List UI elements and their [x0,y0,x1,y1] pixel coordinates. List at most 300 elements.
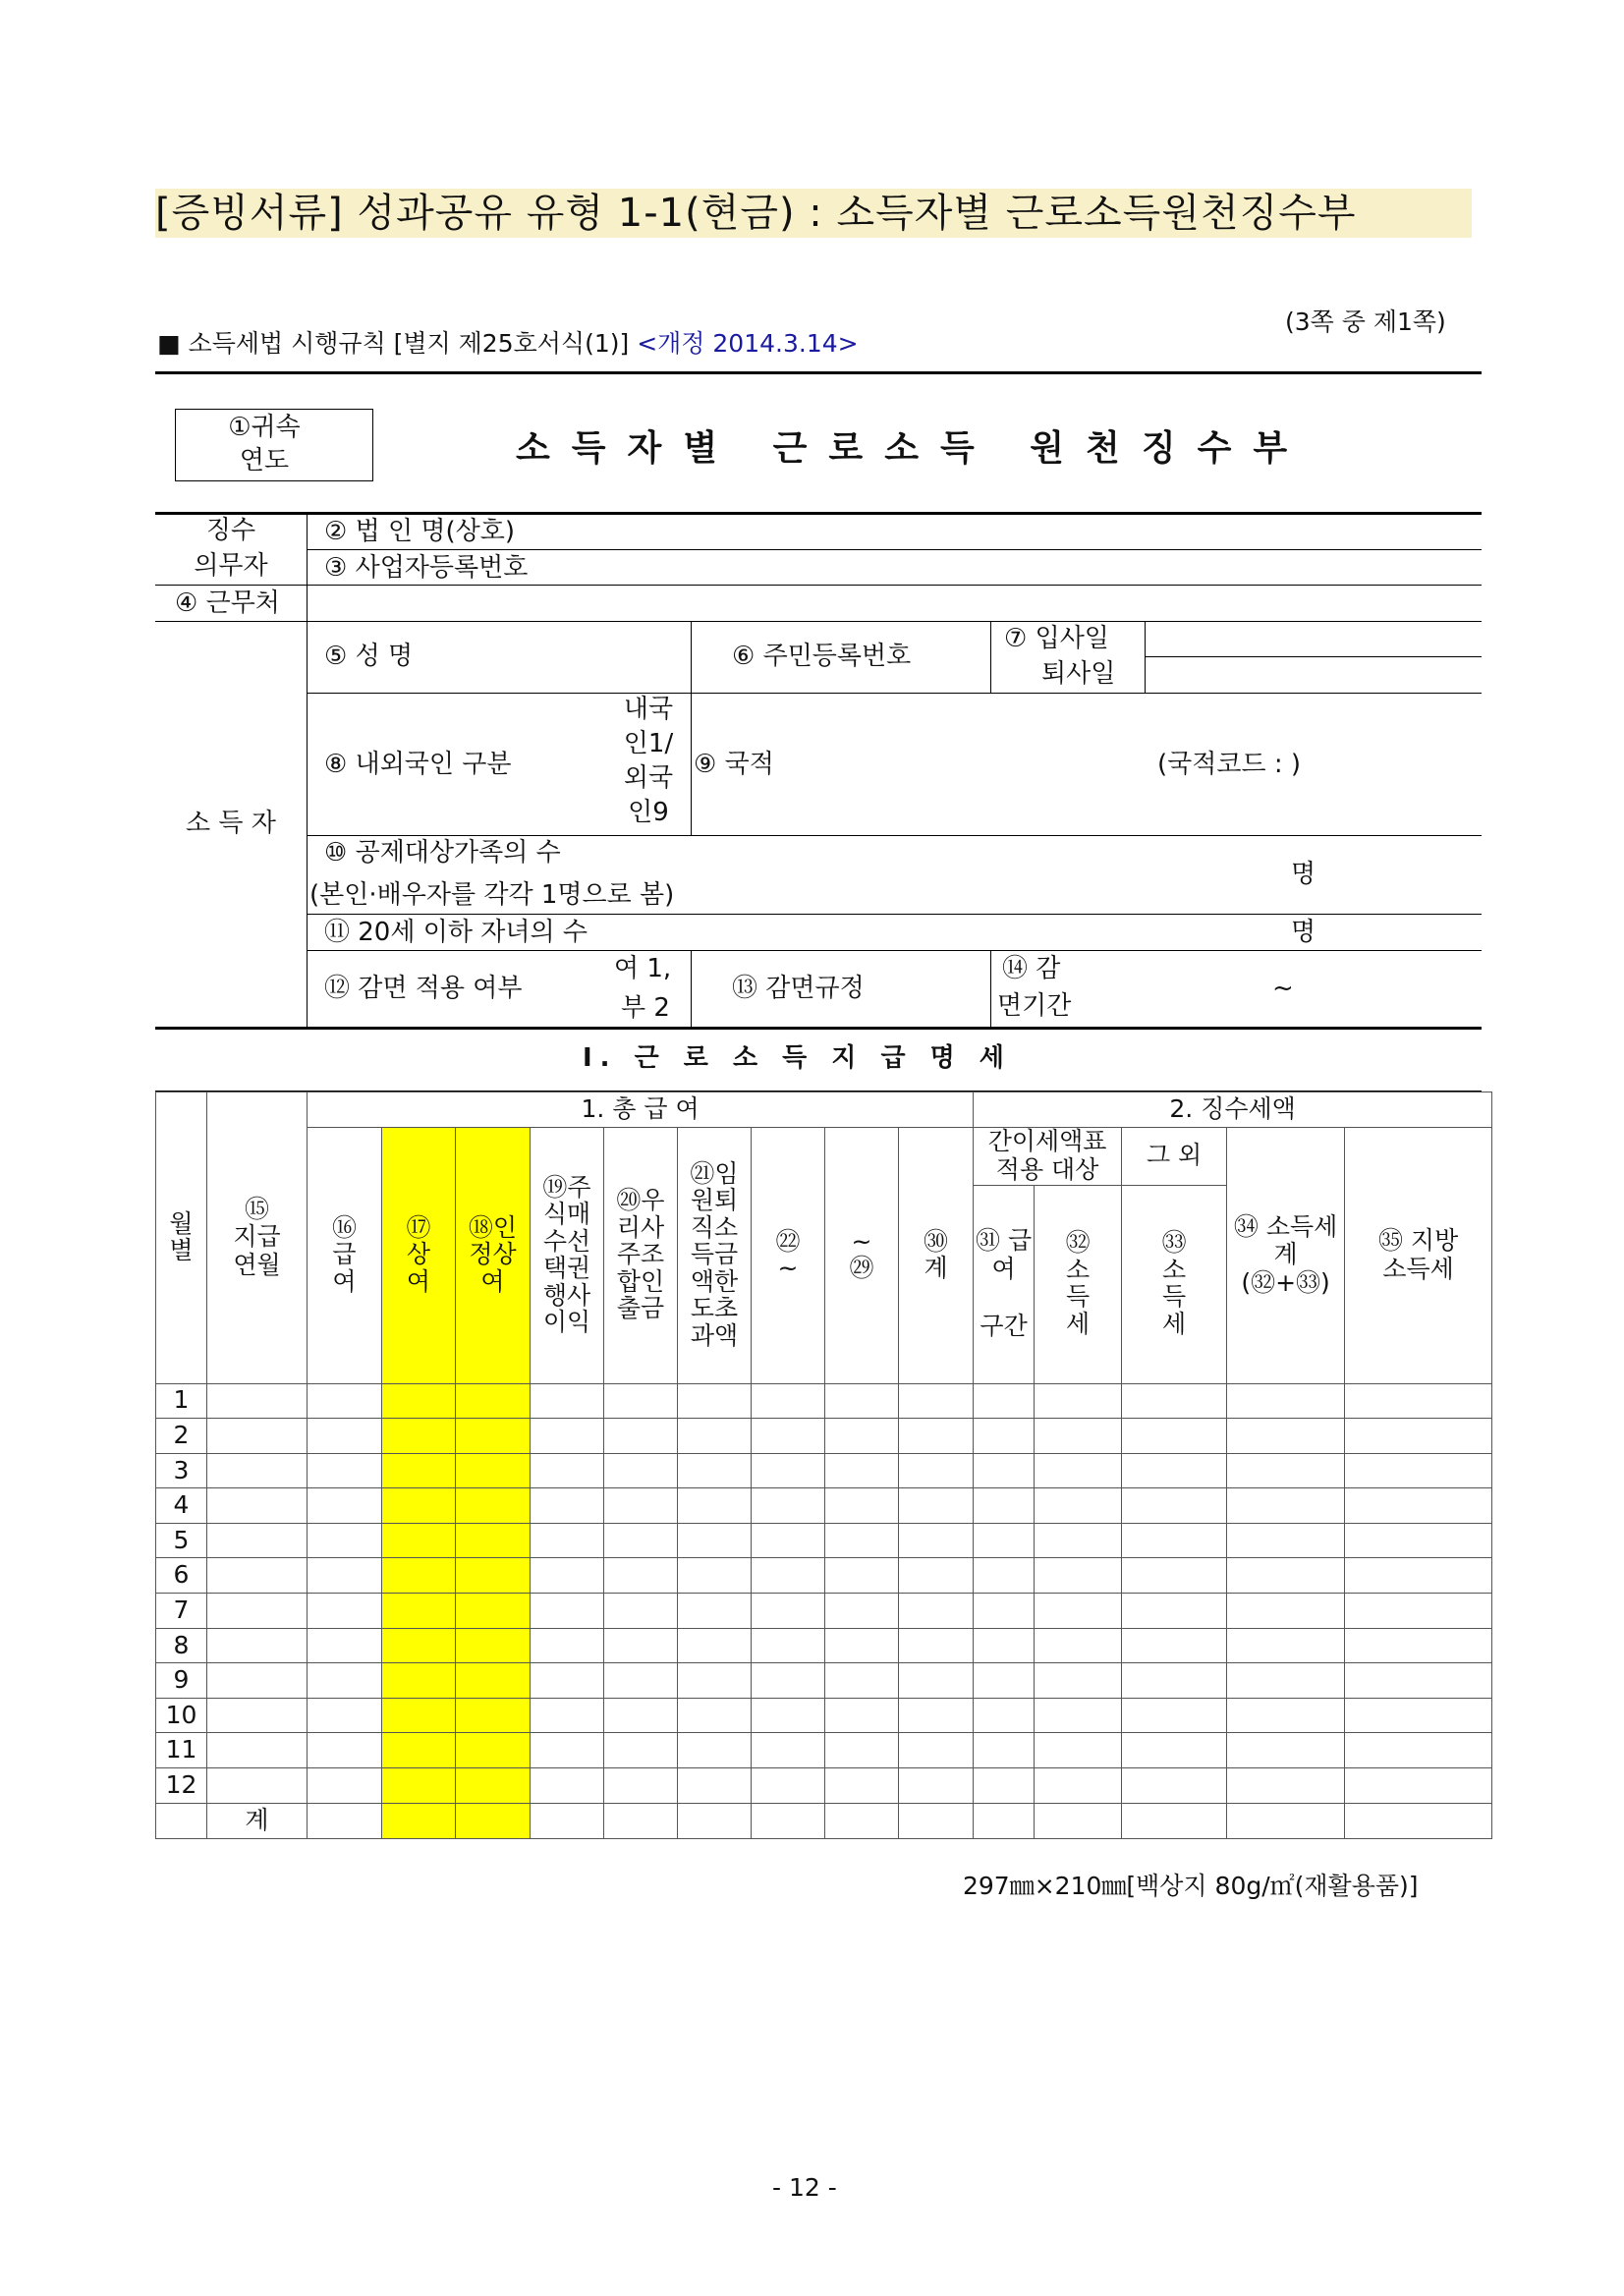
table-cell [825,1768,899,1804]
table-cell [1345,1698,1492,1733]
table-cell [899,1698,974,1733]
month-cell: 5 [156,1523,207,1558]
table-cell [825,1663,899,1699]
table-row [156,1419,1492,1454]
v-ex1 [691,950,692,1027]
table-cell [899,1523,974,1558]
paper-spec: 297㎜×210㎜[백상지 80g/㎡(재활용품)] [963,1872,1419,1900]
table-cell [752,1488,825,1524]
col-30: ㉚계 [899,1128,974,1384]
year-box [175,409,373,481]
table-cell [207,1419,308,1454]
table-cell [456,1768,531,1804]
table-cell [456,1419,531,1454]
table-cell [1345,1523,1492,1558]
table-cell [308,1383,382,1419]
table-cell [752,1383,825,1419]
table-cell [1345,1768,1492,1804]
table-cell [899,1733,974,1768]
v-left [307,512,308,1027]
table-cell [1035,1698,1122,1733]
table-cell [974,1663,1035,1699]
nationality-type-label: ⑧ 내외국인 구분 [324,750,512,779]
table-cell [752,1453,825,1488]
table-cell [382,1733,456,1768]
table-cell [604,1698,678,1733]
table-cell [604,1768,678,1804]
table-cell [531,1558,604,1594]
table-cell [1035,1768,1122,1804]
exemption-period-tilde: ~ [1272,974,1294,1003]
table-cell [974,1383,1035,1419]
col-19: ⑲주식매수선택권행사이익 [531,1128,604,1384]
table-cell [382,1803,456,1838]
table-cell [974,1523,1035,1558]
table-cell [1035,1803,1122,1838]
table-cell [1035,1488,1122,1524]
table-cell [1122,1523,1227,1558]
table-cell [1122,1698,1227,1733]
table-row [156,1383,1492,1419]
table-cell [382,1419,456,1454]
table-cell [678,1733,752,1768]
table-cell [207,1558,308,1594]
table-cell [1227,1453,1345,1488]
resident-no-label: ⑥ 주민등록번호 [732,642,912,671]
col-34: ㉞ 소득세계 (㉜+㉝) [1227,1128,1345,1384]
table-cell [1035,1523,1122,1558]
table-cell [752,1628,825,1663]
group-total-pay: 1. 총 급 여 [308,1092,974,1128]
table-cell [974,1558,1035,1594]
table-cell [604,1628,678,1663]
table-cell [207,1698,308,1733]
col-32: ㉜소득세 [1035,1185,1122,1383]
corp-name-label: ② 법 인 명(상호) [324,517,515,546]
table-cell [604,1488,678,1524]
children-unit: 명 [1291,918,1316,947]
table-cell [678,1803,752,1838]
col-35: ㉟ 지방 소득세 [1345,1128,1492,1384]
table-cell [604,1419,678,1454]
table-cell [531,1803,604,1838]
table-cell [382,1383,456,1419]
table-cell [382,1488,456,1524]
sub-simple-table: 간이세액표 적용 대상 [974,1128,1122,1186]
table-cell [899,1453,974,1488]
month-cell: 8 [156,1628,207,1663]
col-20: ⑳우리사주조합인출금 [604,1128,678,1384]
table-cell [1122,1383,1227,1419]
table-cell [825,1488,899,1524]
table-cell [1122,1419,1227,1454]
table-cell [899,1488,974,1524]
biz-reg-label: ③ 사업자등록번호 [324,553,529,583]
table-cell [308,1628,382,1663]
table-cell [1345,1558,1492,1594]
payment-table [155,1092,1492,1839]
table-cell [1035,1663,1122,1699]
table-cell [456,1698,531,1733]
table-cell [1035,1594,1122,1629]
table-cell [1035,1383,1122,1419]
table-cell [1345,1453,1492,1488]
table-cell [308,1733,382,1768]
table-cell [207,1733,308,1768]
table-cell [456,1628,531,1663]
table-cell [899,1628,974,1663]
table-cell [678,1453,752,1488]
table-cell [382,1558,456,1594]
year-label-2: 연도 [239,446,290,476]
law-reference [157,324,859,360]
table-cell [207,1628,308,1663]
table-cell [531,1383,604,1419]
table-cell [207,1523,308,1558]
table-cell [1122,1663,1227,1699]
country-code-label: (국적코드 : ) [1157,750,1302,779]
table-cell [1122,1558,1227,1594]
table-cell [825,1698,899,1733]
revision-date: <개정 2014.3.14> [637,329,859,358]
table-cell [1035,1733,1122,1768]
withholder-label-1: 징수 [205,516,256,545]
table-cell [899,1663,974,1699]
exemption-rule-label: ⑬ 감면규정 [732,974,865,1003]
table-row [156,1698,1492,1733]
table-cell [825,1419,899,1454]
exemption-period-1: ⑭ 감 [1002,954,1061,983]
table-cell [1122,1803,1227,1838]
table-cell [752,1419,825,1454]
table-cell [1227,1488,1345,1524]
table-cell [308,1594,382,1629]
table-cell [974,1803,1035,1838]
table-cell [1227,1663,1345,1699]
nationality-code-3: 외국 [623,763,674,793]
table-cell [825,1594,899,1629]
month-cell: 11 [156,1733,207,1768]
table-cell [1227,1698,1345,1733]
table-cell [752,1558,825,1594]
table-cell [825,1558,899,1594]
table-cell [1122,1733,1227,1768]
table-cell [678,1698,752,1733]
table-cell [678,1488,752,1524]
table-cell [604,1803,678,1838]
table-cell [678,1383,752,1419]
table-cell [604,1663,678,1699]
section1-title: Ⅰ. 근 로 소 득 지 급 명 세 [583,1043,1012,1073]
withholder-top-rule [155,512,1482,515]
exemption-label: ⑫ 감면 적용 여부 [324,974,523,1003]
table-cell [825,1453,899,1488]
children-label: ⑪ 20세 이하 자녀의 수 [324,918,588,947]
table-cell [604,1453,678,1488]
table-cell [1345,1733,1492,1768]
table-cell [1227,1419,1345,1454]
table-row [156,1768,1492,1804]
table-cell [531,1419,604,1454]
table-cell [456,1383,531,1419]
table-row [156,1594,1492,1629]
table-cell [1035,1628,1122,1663]
line-g [307,950,1482,951]
table-cell [899,1768,974,1804]
table-cell [974,1594,1035,1629]
table-cell [308,1803,382,1838]
sub-other: 그 외 [1122,1128,1227,1186]
table-cell [456,1558,531,1594]
table-cell [1122,1768,1227,1804]
top-rule [155,371,1482,374]
table-cell [974,1733,1035,1768]
col-31: ㉛ 급여 구간 [974,1185,1035,1383]
table-cell [308,1698,382,1733]
table-cell [604,1594,678,1629]
table-cell [1227,1558,1345,1594]
col-paydate: ⑮ 지급 연월 [207,1092,308,1384]
table-cell [974,1419,1035,1454]
month-cell: 9 [156,1663,207,1699]
table-cell [308,1419,382,1454]
table-cell [825,1523,899,1558]
page-label: (3쪽 중 제1쪽) [1285,308,1446,336]
col-29: ~㉙ [825,1128,899,1384]
table-cell [1227,1768,1345,1804]
v-hire2 [1145,621,1146,693]
year-label-1: ①귀속 [228,413,301,442]
table-cell [1035,1558,1122,1594]
col-18: ⑱인정상여 [456,1128,531,1384]
nationality-code-4: 인9 [628,798,669,827]
table-cell [678,1663,752,1699]
table-cell [207,1594,308,1629]
col-16: ⑯급여 [308,1128,382,1384]
month-cell: 3 [156,1453,207,1488]
table-cell [308,1453,382,1488]
table-cell [308,1663,382,1699]
nationality-label: ⑨ 국적 [694,750,774,779]
table-cell [678,1628,752,1663]
month-cell: 7 [156,1594,207,1629]
table-cell [531,1453,604,1488]
table-cell [207,1663,308,1699]
month-cell: 4 [156,1488,207,1524]
table-cell [1122,1488,1227,1524]
table-cell [678,1768,752,1804]
table-row [156,1523,1492,1558]
table-cell [604,1733,678,1768]
v-ex2 [990,950,991,1027]
leave-date-label: 퇴사일 [1041,659,1116,689]
earner-bottom-rule [155,1027,1482,1030]
table-row [156,1733,1492,1768]
table-cell [752,1523,825,1558]
table-cell [1345,1488,1492,1524]
table-cell [1122,1628,1227,1663]
table-cell [1227,1594,1345,1629]
table-cell [1227,1628,1345,1663]
name-label: ⑤ 성 명 [324,642,414,671]
table-cell [974,1628,1035,1663]
table-cell [825,1803,899,1838]
table-cell [752,1768,825,1804]
table-cell [456,1594,531,1629]
dependents-label: ⑩ 공제대상가족의 수 [324,838,561,868]
table-cell [456,1488,531,1524]
table-cell [1345,1628,1492,1663]
table-row [156,1488,1492,1524]
table-cell [825,1628,899,1663]
table-cell [899,1803,974,1838]
line-h [1145,656,1482,657]
table-cell [1227,1383,1345,1419]
table-cell [752,1733,825,1768]
line-a [307,549,1482,550]
table-row [156,1558,1492,1594]
month-rows [156,1383,1492,1838]
col-month: 월별 [156,1092,207,1384]
table-cell [382,1594,456,1629]
line-c [155,621,1482,622]
table-cell [1122,1453,1227,1488]
table-cell [1227,1733,1345,1768]
table-cell [678,1594,752,1629]
table-cell [825,1383,899,1419]
table-cell [207,1768,308,1804]
table-cell [1345,1594,1492,1629]
form-title: 소득자별 근로소득 원천징수부 [516,428,1310,469]
exemption-no: 부 2 [621,993,670,1023]
document-title: [증빙서류] 성과공유 유형 1-1(현금) : 소득자별 근로소득원천징수부 [155,189,1472,238]
table-cell [382,1628,456,1663]
table-cell [974,1698,1035,1733]
table-cell [974,1768,1035,1804]
table-cell [382,1768,456,1804]
table-cell [308,1768,382,1804]
page-number: - 12 - [772,2173,837,2202]
table-cell [1345,1383,1492,1419]
line-b [155,585,1482,586]
table-cell [207,1453,308,1488]
group-tax: 2. 징수세액 [974,1092,1492,1128]
table-cell [604,1558,678,1594]
nationality-code-2: 인1/ [623,729,674,758]
workplace-label: ④ 근무처 [175,588,280,618]
table-cell [1345,1419,1492,1454]
table-cell [678,1523,752,1558]
v-hire [990,621,991,693]
table-cell [382,1698,456,1733]
month-cell: 1 [156,1383,207,1419]
table-cell [456,1733,531,1768]
table-cell [899,1419,974,1454]
table-cell [899,1383,974,1419]
table-cell [1345,1663,1492,1699]
line-f [307,914,1482,915]
nationality-code-1: 내국 [623,695,674,724]
table-cell [207,1383,308,1419]
exemption-yes: 여 1, [614,954,672,983]
table-cell [1122,1594,1227,1629]
table-row [156,1663,1492,1699]
total-label: 계 [207,1803,308,1838]
table-cell [604,1383,678,1419]
table-cell [825,1733,899,1768]
table-cell [531,1594,604,1629]
table-cell [1035,1419,1122,1454]
col-22: ㉒~ [752,1128,825,1384]
table-cell [156,1803,207,1838]
table-cell [752,1803,825,1838]
table-cell [456,1523,531,1558]
table-cell [604,1523,678,1558]
month-cell: 12 [156,1768,207,1804]
table-cell [531,1698,604,1733]
table-cell [308,1488,382,1524]
withholder-label-2: 의무자 [194,551,268,581]
exemption-period-2: 면기간 [997,991,1072,1021]
table-cell [531,1768,604,1804]
hire-date-label: ⑦ 입사일 [1004,624,1109,653]
line-d [307,693,1482,694]
table-cell [1035,1453,1122,1488]
total-row [156,1803,1492,1838]
table-cell [678,1419,752,1454]
table-cell [752,1663,825,1699]
line-e [307,835,1482,836]
table-row [156,1628,1492,1663]
table-cell [531,1523,604,1558]
table-cell [308,1558,382,1594]
month-cell: 2 [156,1419,207,1454]
table-cell [752,1594,825,1629]
col-17: ⑰상여 [382,1128,456,1384]
table-cell [1227,1523,1345,1558]
table-cell [1345,1803,1492,1838]
table-cell [899,1558,974,1594]
dependents-unit: 명 [1291,860,1316,889]
table-cell [456,1663,531,1699]
v-mid [691,621,692,835]
table-cell [456,1803,531,1838]
col-33: ㉝소득세 [1122,1185,1227,1383]
month-cell: 10 [156,1698,207,1733]
table-cell [974,1488,1035,1524]
table-cell [752,1698,825,1733]
table-cell [531,1488,604,1524]
table-cell [974,1453,1035,1488]
table-cell [1227,1803,1345,1838]
table-cell [207,1488,308,1524]
law-reference-text: ■ 소득세법 시행규칙 [별지 제25호서식(1)] [157,329,630,358]
col-21: ㉑임원퇴직소득금액한도초과액 [678,1128,752,1384]
table-cell [456,1453,531,1488]
table-cell [531,1663,604,1699]
table-cell [531,1628,604,1663]
table-cell [678,1558,752,1594]
dependents-note: (본인·배우자를 각각 1명으로 봄) [309,880,675,910]
table-cell [382,1663,456,1699]
table-cell [382,1523,456,1558]
table-cell [382,1453,456,1488]
earner-section-label: 소 득 자 [186,809,276,838]
table-cell [899,1594,974,1629]
table-cell [308,1523,382,1558]
table-cell [531,1733,604,1768]
month-cell: 6 [156,1558,207,1594]
